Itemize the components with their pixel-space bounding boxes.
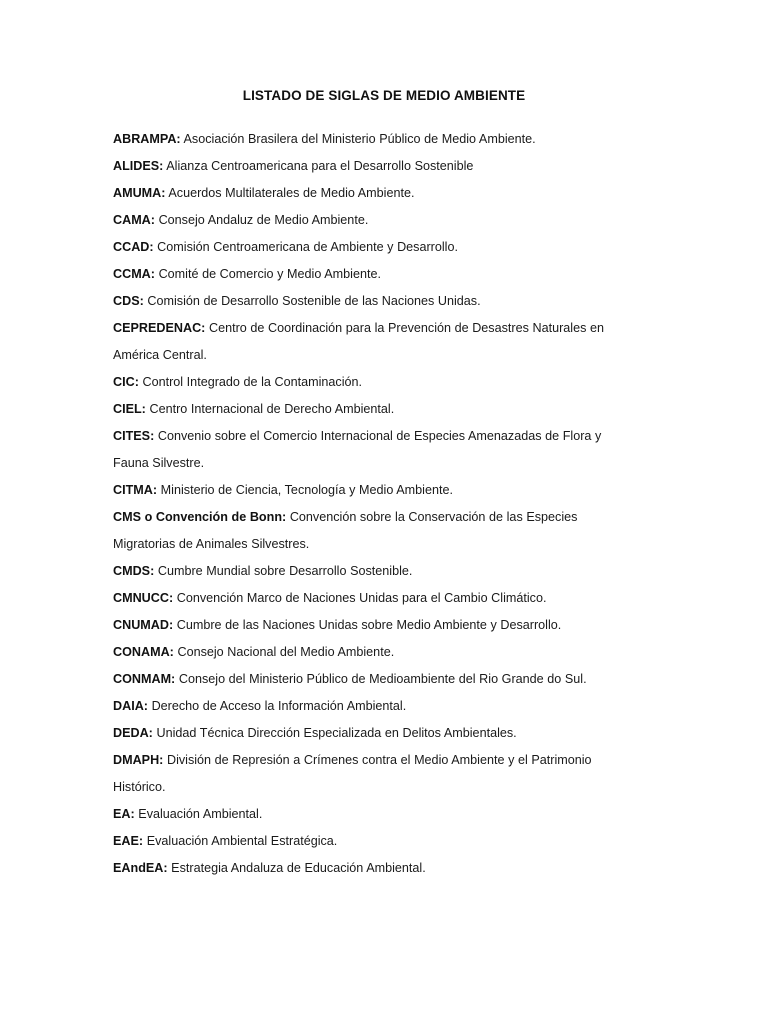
list-item	[113, 720, 635, 747]
entry-acronym: DAIA:	[113, 698, 148, 713]
entry-definition: Convenio sobre el Comercio Internacional de Especies Amenazadas de Flora y Fauna Silvestre.	[113, 428, 602, 470]
entry-definition: Alianza Centroamericana para el Desarrollo Sostenible	[163, 158, 474, 173]
entry-definition: Evaluación Ambiental Estratégica.	[143, 833, 338, 848]
entry-definition: Cumbre Mundial sobre Desarrollo Sostenible.	[154, 563, 413, 578]
entry-acronym: EAndEA:	[113, 860, 168, 875]
entry-definition: Ministerio de Ciencia, Tecnología y Medio Ambiente.	[157, 482, 453, 497]
list-item	[113, 585, 635, 612]
list-item	[113, 207, 635, 234]
entry-acronym: EAE:	[113, 833, 144, 848]
acronym-list	[113, 126, 635, 882]
list-item	[113, 396, 635, 423]
entry-definition: Control Integrado de la Contaminación.	[138, 374, 363, 389]
entry-acronym: CNUMAD:	[113, 617, 174, 632]
list-item	[113, 666, 635, 693]
entry-definition: Centro de Coordinación para la Prevención de Desastres Naturales en América Central.	[113, 320, 605, 362]
entry-definition: Consejo Andaluz de Medio Ambiente.	[154, 212, 369, 227]
list-item	[113, 477, 635, 504]
entry-definition: Consejo Nacional del Medio Ambiente.	[173, 644, 395, 659]
entry-definition: Convención sobre la Conservación de las Especies Migratorias de Animales Silvestres.	[113, 509, 578, 551]
entry-definition: Centro Internacional de Derecho Ambiental.	[145, 401, 395, 416]
list-item	[113, 315, 635, 369]
entry-definition: Comisión de Desarrollo Sostenible de las Naciones Unidas.	[143, 293, 481, 308]
list-item	[113, 639, 635, 666]
list-item	[113, 180, 635, 207]
list-item	[113, 153, 635, 180]
list-item	[113, 801, 635, 828]
list-item	[113, 369, 635, 396]
list-item	[113, 558, 635, 585]
entry-acronym: CCAD:	[113, 239, 154, 254]
entry-acronym: CCMA:	[113, 266, 155, 281]
entry-definition: Acuerdos Multilaterales de Medio Ambiente.	[165, 185, 415, 200]
list-item	[113, 234, 635, 261]
entry-definition: Estrategia Andaluza de Educación Ambiental.	[167, 860, 426, 875]
list-item	[113, 612, 635, 639]
entry-acronym: DEDA:	[113, 725, 153, 740]
entry-acronym: CITMA:	[113, 482, 158, 497]
entry-acronym: CMDS:	[113, 563, 155, 578]
entry-acronym: CITES:	[113, 428, 155, 443]
entry-acronym: EA:	[113, 806, 135, 821]
list-item	[113, 504, 635, 558]
entry-acronym: AMUMA:	[113, 185, 166, 200]
entry-definition: Cumbre de las Naciones Unidas sobre Medio Ambiente y Desarrollo.	[173, 617, 562, 632]
entry-definition: Unidad Técnica Dirección Especializada en Delitos Ambientales.	[152, 725, 517, 740]
list-item	[113, 693, 635, 720]
entry-acronym: CMS o Convención de Bonn:	[113, 509, 287, 524]
entry-acronym: ALIDES:	[113, 158, 164, 173]
entry-definition: Derecho de Acceso la Información Ambiental.	[147, 698, 407, 713]
list-item	[113, 288, 635, 315]
entry-acronym: ABRAMPA:	[113, 131, 181, 146]
entry-definition: Comité de Comercio y Medio Ambiente.	[154, 266, 381, 281]
entry-definition: División de Represión a Crímenes contra el Medio Ambiente y el Patrimonio Histórico.	[113, 752, 592, 794]
entry-acronym: CDS:	[113, 293, 144, 308]
entry-acronym: CIC:	[113, 374, 139, 389]
list-item	[113, 261, 635, 288]
entry-acronym: CMNUCC:	[113, 590, 174, 605]
entry-acronym: CONMAM:	[113, 671, 176, 686]
list-item	[113, 126, 635, 153]
list-item	[113, 423, 635, 477]
page-title: LISTADO DE SIGLAS DE MEDIO AMBIENTE	[242, 88, 526, 103]
entry-acronym: CEPREDENAC:	[113, 320, 206, 335]
entry-acronym: DMAPH:	[113, 752, 164, 767]
entry-acronym: CIEL:	[113, 401, 146, 416]
entry-definition: Asociación Brasilera del Ministerio Público de Medio Ambiente.	[180, 131, 536, 146]
list-item	[113, 828, 635, 855]
list-item	[113, 747, 635, 801]
entry-acronym: CAMA:	[113, 212, 155, 227]
entry-definition: Consejo del Ministerio Público de Medioambiente del Rio Grande do Sul.	[175, 671, 587, 686]
list-item	[113, 855, 635, 882]
entry-definition: Evaluación Ambiental.	[134, 806, 263, 821]
entry-definition: Convención Marco de Naciones Unidas para el Cambio Climático.	[173, 590, 547, 605]
entry-acronym: CONAMA:	[113, 644, 174, 659]
entry-definition: Comisión Centroamericana de Ambiente y Desarrollo.	[153, 239, 458, 254]
